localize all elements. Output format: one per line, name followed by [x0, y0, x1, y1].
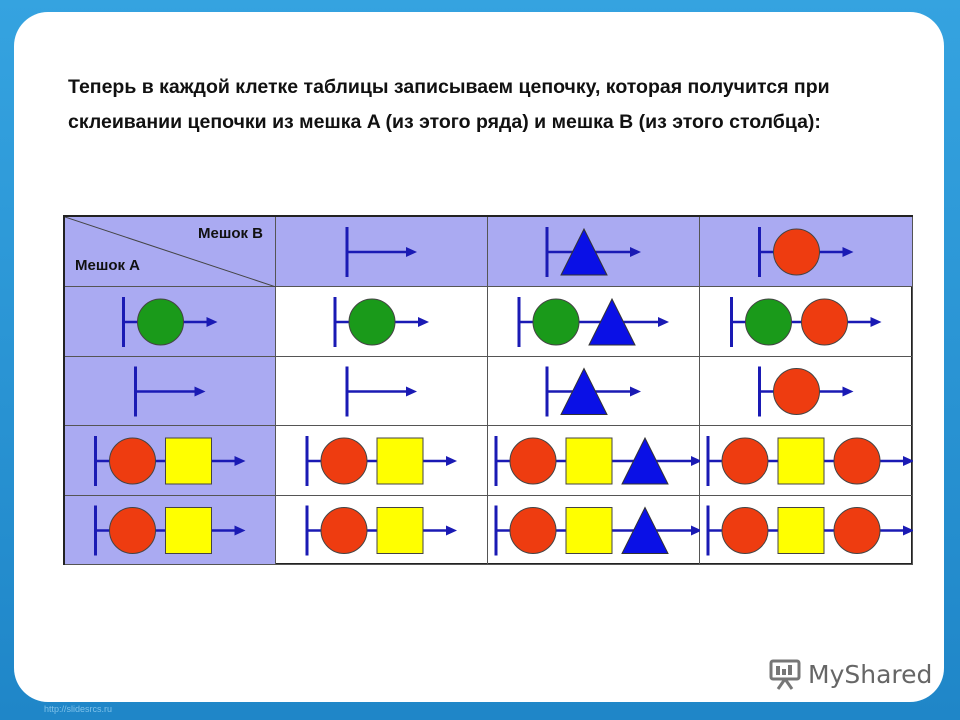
- presentation-board-icon: [768, 657, 802, 691]
- arrow-head-icon: [843, 387, 854, 397]
- chain: [96, 506, 246, 556]
- arrow-head-icon: [235, 456, 246, 466]
- chain-diagram: [700, 287, 913, 357]
- chain: [519, 297, 669, 347]
- chain-diagram: [276, 217, 488, 287]
- result-cell: [276, 357, 488, 426]
- bag-b-cell: [700, 217, 913, 287]
- red-circle: [802, 299, 848, 345]
- yellow-square: [778, 438, 824, 484]
- bag-a-cell: [65, 426, 276, 496]
- arrow-head-icon: [843, 247, 854, 257]
- arrow-head-icon: [406, 387, 417, 397]
- chain-diagram: [65, 426, 276, 496]
- footer-url[interactable]: http://slidesrcs.ru: [44, 704, 113, 714]
- yellow-square: [566, 438, 612, 484]
- chain-diagram: [276, 357, 488, 426]
- arrow-head-icon: [903, 456, 913, 466]
- red-circle: [834, 508, 880, 554]
- chain-diagram: [488, 426, 700, 496]
- result-cell: [700, 426, 913, 496]
- chain-diagram: [488, 357, 700, 426]
- chain: [732, 297, 882, 347]
- chain: [496, 436, 700, 486]
- chain: [708, 506, 913, 556]
- yellow-square: [166, 438, 212, 484]
- red-circle: [510, 438, 556, 484]
- result-cell: [700, 287, 913, 357]
- result-cell: [488, 357, 700, 426]
- arrow-head-icon: [446, 526, 457, 536]
- red-circle: [110, 508, 156, 554]
- red-circle: [321, 508, 367, 554]
- arrow-head-icon: [630, 247, 641, 257]
- yellow-square: [566, 508, 612, 554]
- arrow-head-icon: [406, 247, 417, 257]
- red-circle: [722, 508, 768, 554]
- chain-diagram: [488, 496, 700, 565]
- arrow-head-icon: [871, 317, 882, 327]
- arrow-head-icon: [235, 526, 246, 536]
- chain: [307, 436, 457, 486]
- chain: [496, 506, 700, 556]
- bag-a-label: Мешок A: [75, 257, 141, 274]
- arrow-head-icon: [630, 387, 641, 397]
- result-cell: [700, 357, 913, 426]
- arrow-head-icon: [903, 526, 913, 536]
- chain: [124, 297, 218, 347]
- red-circle: [774, 229, 820, 275]
- chain-diagram: [488, 217, 700, 287]
- bag-b-label: Мешок B: [197, 225, 263, 242]
- chain: [347, 367, 417, 417]
- arrow-head-icon: [691, 526, 700, 536]
- bag-a-cell: [65, 287, 276, 357]
- arrow-head-icon: [691, 456, 700, 466]
- green-circle: [349, 299, 395, 345]
- green-circle: [533, 299, 579, 345]
- yellow-square: [377, 438, 423, 484]
- chain: [547, 367, 641, 417]
- chain-table: [63, 215, 913, 565]
- arrow-head-icon: [195, 387, 206, 397]
- chain-diagram: [700, 357, 913, 426]
- chain-diagram: [65, 287, 276, 357]
- red-circle: [774, 369, 820, 415]
- myshared-logo[interactable]: [768, 656, 932, 692]
- result-cell: [488, 496, 700, 565]
- green-circle: [138, 299, 184, 345]
- red-circle: [722, 438, 768, 484]
- result-cell: [488, 426, 700, 496]
- result-cell: [276, 426, 488, 496]
- bag-a-cell: [65, 357, 276, 426]
- red-circle: [510, 508, 556, 554]
- red-circle: [834, 438, 880, 484]
- chain: [760, 367, 854, 417]
- chain: [307, 506, 457, 556]
- chain: [136, 367, 206, 417]
- chain-diagram: [700, 217, 913, 287]
- slide-heading: Теперь в каждой клетке таблицы записываем цепочку, которая получится при склеивании цепочки из мешка A (из этого ряда) и мешка B (из этого столбца):: [68, 76, 830, 133]
- chain: [96, 436, 246, 486]
- arrow-head-icon: [446, 456, 457, 466]
- arrow-head-icon: [418, 317, 429, 327]
- corner-cell: [65, 217, 276, 287]
- result-cell: [276, 496, 488, 565]
- chain: [760, 227, 854, 277]
- chain: [335, 297, 429, 347]
- bag-b-cell: [276, 217, 488, 287]
- chain: [708, 436, 913, 486]
- yellow-square: [778, 508, 824, 554]
- chain-diagram: [65, 357, 276, 426]
- result-cell: [700, 496, 913, 565]
- chain-diagram: [700, 426, 913, 496]
- chain-diagram: [65, 496, 276, 565]
- arrow-head-icon: [658, 317, 669, 327]
- yellow-square: [377, 508, 423, 554]
- result-cell: [488, 287, 700, 357]
- yellow-square: [166, 508, 212, 554]
- bag-a-cell: [65, 496, 276, 565]
- chain-diagram: [276, 496, 488, 565]
- chain-diagram: [276, 287, 488, 357]
- red-circle: [321, 438, 367, 484]
- bag-b-cell: [488, 217, 700, 287]
- red-circle: [110, 438, 156, 484]
- chain: [347, 227, 417, 277]
- chain: [547, 227, 641, 277]
- logo-text: MyShared: [808, 659, 933, 689]
- chain-diagram: [276, 426, 488, 496]
- chain-diagram: [488, 287, 700, 357]
- arrow-head-icon: [207, 317, 218, 327]
- green-circle: [746, 299, 792, 345]
- chain-diagram: [700, 496, 913, 565]
- result-cell: [276, 287, 488, 357]
